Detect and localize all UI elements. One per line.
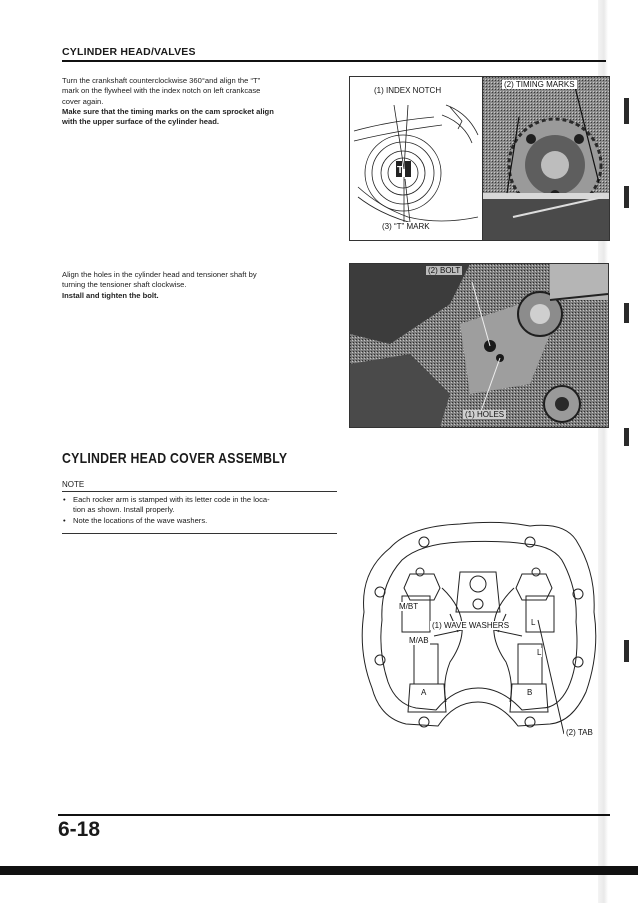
step1-line: Turn the crankshaft counterclockwise 360°and align the “T” bbox=[62, 76, 261, 85]
index-notch-callout: (1) INDEX NOTCH bbox=[374, 86, 442, 95]
note-bottom-rule bbox=[62, 533, 337, 534]
note-list bbox=[62, 495, 270, 526]
timing-marks-callout: (2) TIMING MARKS bbox=[504, 80, 575, 89]
section-title: CYLINDER HEAD COVER ASSEMBLY bbox=[62, 450, 288, 467]
note-item: • Note the locations of the wave washers. bbox=[62, 516, 270, 526]
cam-sprocket-photo bbox=[482, 76, 610, 241]
svg-text:T: T bbox=[397, 165, 404, 176]
step1-line: Make sure that the timing marks on the cam sprocket align bbox=[62, 106, 274, 116]
mbt-label: M/BT bbox=[399, 602, 419, 611]
flywheel-index-notch-figure bbox=[349, 76, 484, 241]
step2-line: turning the tensioner shaft clockwise. bbox=[62, 280, 187, 290]
note-item-line: Note the locations of the wave washers. bbox=[73, 515, 208, 525]
t-mark-callout: (3) “T” MARK bbox=[382, 222, 430, 231]
edge-mark bbox=[624, 303, 629, 323]
rocker-l-label: L bbox=[537, 648, 542, 657]
step1-line: cover again. bbox=[62, 96, 104, 106]
step2-instructions bbox=[62, 270, 257, 301]
section-header-title: CYLINDER HEAD/VALVES bbox=[62, 46, 196, 58]
wave-washers-callout: (1) WAVE WASHERS bbox=[432, 621, 510, 630]
head-cover-drawing bbox=[350, 512, 608, 752]
step1-line: with the upper surface of the cylinder head. bbox=[62, 117, 219, 127]
note-item-line: Each rocker arm is stamped with its letter code in the loca- bbox=[73, 495, 270, 504]
note-item-line: tion as shown. Install properly. bbox=[73, 505, 175, 515]
tensioner-bolt-photo bbox=[349, 263, 609, 428]
cam-sprocket-photo-drawing bbox=[483, 77, 609, 240]
note-top-rule bbox=[62, 491, 337, 492]
footer-rule bbox=[58, 814, 610, 816]
edge-mark bbox=[624, 98, 629, 124]
step2-line: Align the holes in the cylinder head and tensioner shaft by bbox=[62, 270, 257, 279]
page-number: 6-18 bbox=[58, 818, 101, 841]
rocker-l-label: L bbox=[531, 618, 536, 627]
note-item: • Each rocker arm is stamped with its letter code in the loca- tion as shown. Install properly. bbox=[63, 495, 270, 515]
tensioner-photo-drawing bbox=[350, 264, 608, 427]
step2-line: Install and tighten the bolt. bbox=[62, 290, 159, 300]
step1-line: mark on the flywheel with the index notch on left crankcase bbox=[62, 86, 261, 96]
holes-callout: (1) HOLES bbox=[465, 410, 505, 419]
step1-instructions bbox=[62, 76, 274, 127]
edge-mark bbox=[624, 428, 629, 446]
bolt-callout: (2) BOLT bbox=[428, 266, 461, 275]
head-cover-assembly-diagram bbox=[350, 512, 608, 752]
scan-bottom-band bbox=[0, 866, 638, 875]
rocker-b-label: B bbox=[527, 688, 533, 697]
tab-callout: (2) TAB bbox=[566, 728, 593, 737]
rocker-a-label: A bbox=[421, 688, 427, 697]
edge-mark bbox=[624, 640, 629, 662]
header-rule bbox=[62, 60, 606, 62]
mab-label: M/AB bbox=[409, 636, 429, 645]
flywheel-drawing bbox=[350, 77, 483, 240]
note-label: NOTE bbox=[62, 480, 85, 489]
edge-mark bbox=[624, 186, 629, 208]
